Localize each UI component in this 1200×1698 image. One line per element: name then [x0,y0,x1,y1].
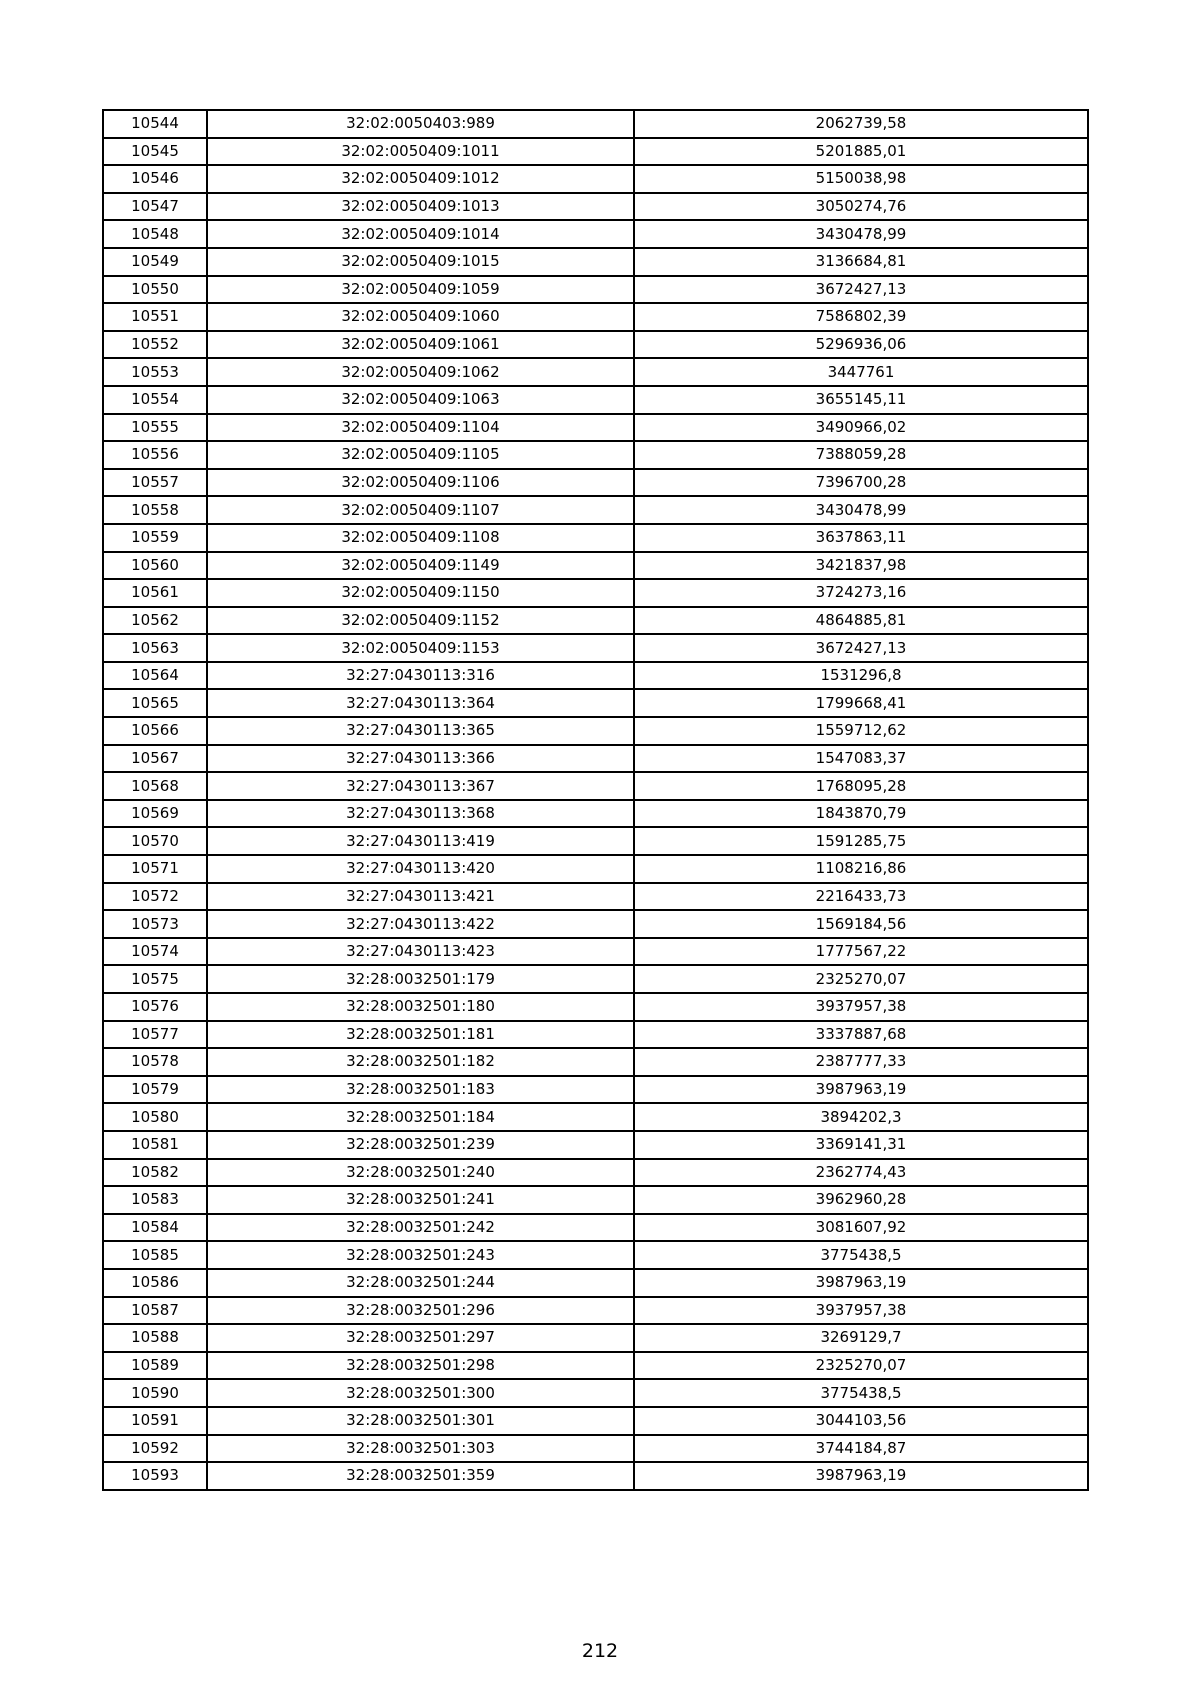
table-row [103,441,1088,469]
value-cell: 1768095,28 [634,772,1088,800]
cadastral-number-cell: 32:28:0032501:241 [207,1186,634,1214]
row-number-cell: 10570 [103,827,207,855]
table-row [103,193,1088,221]
table-row [103,745,1088,773]
value-cell: 3937957,38 [634,1297,1088,1325]
cadastral-number-cell: 32:27:0430113:421 [207,883,634,911]
cadastral-number-cell: 32:28:0032501:303 [207,1435,634,1463]
row-number-cell: 10553 [103,358,207,386]
row-number-cell: 10547 [103,193,207,221]
cadastral-number-cell: 32:28:0032501:184 [207,1103,634,1131]
cadastral-number-cell: 32:28:0032501:180 [207,993,634,1021]
row-number-cell: 10592 [103,1435,207,1463]
table-row [103,634,1088,662]
table-row [103,138,1088,166]
table-row [103,938,1088,966]
cadastral-number-cell: 32:02:0050409:1011 [207,138,634,166]
value-cell: 1108216,86 [634,855,1088,883]
value-cell: 3937957,38 [634,993,1088,1021]
table-row [103,1076,1088,1104]
row-number-cell: 10587 [103,1297,207,1325]
row-number-cell: 10580 [103,1103,207,1131]
table-row [103,1131,1088,1159]
row-number-cell: 10544 [103,110,207,138]
value-cell: 3724273,16 [634,579,1088,607]
cadastral-number-cell: 32:28:0032501:179 [207,965,634,993]
value-cell: 3962960,28 [634,1186,1088,1214]
value-cell: 3894202,3 [634,1103,1088,1131]
table-row [103,552,1088,580]
row-number-cell: 10576 [103,993,207,1021]
cadastral-number-cell: 32:02:0050409:1152 [207,607,634,635]
row-number-cell: 10559 [103,524,207,552]
value-cell: 3430478,99 [634,220,1088,248]
cadastral-number-cell: 32:28:0032501:240 [207,1159,634,1187]
value-cell: 3672427,13 [634,276,1088,304]
table-row [103,1352,1088,1380]
cadastral-number-cell: 32:27:0430113:316 [207,662,634,690]
cadastral-number-cell: 32:02:0050409:1060 [207,303,634,331]
table-row [103,110,1088,138]
cadastral-number-cell: 32:02:0050409:1150 [207,579,634,607]
value-cell: 3637863,11 [634,524,1088,552]
cadastral-number-cell: 32:28:0032501:239 [207,1131,634,1159]
value-cell: 2387777,33 [634,1048,1088,1076]
table-row [103,993,1088,1021]
cadastral-number-cell: 32:02:0050409:1108 [207,524,634,552]
row-number-cell: 10584 [103,1214,207,1242]
page-number: 212 [581,1640,619,1662]
cadastral-number-cell: 32:02:0050409:1063 [207,386,634,414]
value-cell: 2362774,43 [634,1159,1088,1187]
table-row [103,717,1088,745]
value-cell: 1799668,41 [634,689,1088,717]
value-cell: 1843870,79 [634,800,1088,828]
cadastral-number-cell: 32:27:0430113:422 [207,910,634,938]
value-cell: 2325270,07 [634,965,1088,993]
row-number-cell: 10583 [103,1186,207,1214]
table-row [103,579,1088,607]
row-number-cell: 10560 [103,552,207,580]
table-row [103,1159,1088,1187]
value-cell: 3269129,7 [634,1324,1088,1352]
data-table-container [102,109,1087,1491]
row-number-cell: 10589 [103,1352,207,1380]
row-number-cell: 10551 [103,303,207,331]
table-row [103,772,1088,800]
row-number-cell: 10552 [103,331,207,359]
row-number-cell: 10578 [103,1048,207,1076]
row-number-cell: 10588 [103,1324,207,1352]
row-number-cell: 10564 [103,662,207,690]
row-number-cell: 10585 [103,1241,207,1269]
table-row [103,1297,1088,1325]
cadastral-number-cell: 32:27:0430113:364 [207,689,634,717]
value-cell: 3430478,99 [634,496,1088,524]
table-row [103,496,1088,524]
table-row [103,331,1088,359]
cadastral-number-cell: 32:27:0430113:366 [207,745,634,773]
cadastral-number-cell: 32:28:0032501:182 [207,1048,634,1076]
value-cell: 3490966,02 [634,414,1088,442]
value-cell: 5201885,01 [634,138,1088,166]
value-cell: 3421837,98 [634,552,1088,580]
table-row [103,1048,1088,1076]
value-cell: 2062739,58 [634,110,1088,138]
table-row [103,1214,1088,1242]
row-number-cell: 10555 [103,414,207,442]
table-row [103,469,1088,497]
value-cell: 7388059,28 [634,441,1088,469]
row-number-cell: 10558 [103,496,207,524]
table-row [103,1186,1088,1214]
table-row [103,662,1088,690]
cadastral-number-cell: 32:02:0050409:1105 [207,441,634,469]
value-cell: 3447761 [634,358,1088,386]
cadastral-number-cell: 32:02:0050409:1104 [207,414,634,442]
cadastral-number-cell: 32:02:0050409:1014 [207,220,634,248]
table-row [103,965,1088,993]
value-cell: 1591285,75 [634,827,1088,855]
value-cell: 3369141,31 [634,1131,1088,1159]
cadastral-number-cell: 32:28:0032501:181 [207,1021,634,1049]
cadastral-number-cell: 32:27:0430113:368 [207,800,634,828]
cadastral-number-cell: 32:27:0430113:419 [207,827,634,855]
cadastral-number-cell: 32:02:0050409:1062 [207,358,634,386]
cadastral-number-cell: 32:02:0050409:1106 [207,469,634,497]
row-number-cell: 10548 [103,220,207,248]
cadastral-number-cell: 32:02:0050409:1107 [207,496,634,524]
cadastral-number-cell: 32:28:0032501:296 [207,1297,634,1325]
value-cell: 7396700,28 [634,469,1088,497]
row-number-cell: 10591 [103,1407,207,1435]
value-cell: 1569184,56 [634,910,1088,938]
table-row [103,689,1088,717]
row-number-cell: 10546 [103,165,207,193]
table-row [103,1103,1088,1131]
table-row [103,607,1088,635]
row-number-cell: 10577 [103,1021,207,1049]
data-table [102,109,1089,1491]
cadastral-number-cell: 32:28:0032501:297 [207,1324,634,1352]
cadastral-number-cell: 32:27:0430113:423 [207,938,634,966]
value-cell: 3987963,19 [634,1269,1088,1297]
table-row [103,1269,1088,1297]
table-row [103,827,1088,855]
value-cell: 3987963,19 [634,1462,1088,1490]
row-number-cell: 10575 [103,965,207,993]
value-cell: 3337887,68 [634,1021,1088,1049]
cadastral-number-cell: 32:28:0032501:242 [207,1214,634,1242]
cadastral-number-cell: 32:28:0032501:300 [207,1379,634,1407]
row-number-cell: 10571 [103,855,207,883]
table-row [103,1462,1088,1490]
table-row [103,276,1088,304]
row-number-cell: 10581 [103,1131,207,1159]
table-row [103,910,1088,938]
value-cell: 1547083,37 [634,745,1088,773]
row-number-cell: 10569 [103,800,207,828]
cadastral-number-cell: 32:27:0430113:365 [207,717,634,745]
table-row [103,1324,1088,1352]
cadastral-number-cell: 32:02:0050409:1149 [207,552,634,580]
value-cell: 1777567,22 [634,938,1088,966]
row-number-cell: 10557 [103,469,207,497]
cadastral-number-cell: 32:02:0050409:1153 [207,634,634,662]
row-number-cell: 10572 [103,883,207,911]
table-row [103,1241,1088,1269]
value-cell: 3987963,19 [634,1076,1088,1104]
cadastral-number-cell: 32:28:0032501:359 [207,1462,634,1490]
cadastral-number-cell: 32:28:0032501:301 [207,1407,634,1435]
value-cell: 3744184,87 [634,1435,1088,1463]
data-table-body [103,110,1088,1490]
row-number-cell: 10593 [103,1462,207,1490]
table-row [103,800,1088,828]
row-number-cell: 10563 [103,634,207,662]
cadastral-number-cell: 32:02:0050409:1059 [207,276,634,304]
table-row [103,165,1088,193]
row-number-cell: 10556 [103,441,207,469]
table-row [103,524,1088,552]
table-row [103,883,1088,911]
table-row [103,220,1088,248]
value-cell: 3044103,56 [634,1407,1088,1435]
row-number-cell: 10586 [103,1269,207,1297]
cadastral-number-cell: 32:27:0430113:420 [207,855,634,883]
row-number-cell: 10566 [103,717,207,745]
row-number-cell: 10579 [103,1076,207,1104]
cadastral-number-cell: 32:28:0032501:298 [207,1352,634,1380]
table-row [103,414,1088,442]
row-number-cell: 10545 [103,138,207,166]
value-cell: 3775438,5 [634,1241,1088,1269]
value-cell: 2216433,73 [634,883,1088,911]
row-number-cell: 10573 [103,910,207,938]
row-number-cell: 10568 [103,772,207,800]
value-cell: 1531296,8 [634,662,1088,690]
row-number-cell: 10574 [103,938,207,966]
cadastral-number-cell: 32:02:0050409:1015 [207,248,634,276]
table-row [103,386,1088,414]
row-number-cell: 10561 [103,579,207,607]
value-cell: 3136684,81 [634,248,1088,276]
row-number-cell: 10554 [103,386,207,414]
row-number-cell: 10567 [103,745,207,773]
value-cell: 5296936,06 [634,331,1088,359]
value-cell: 2325270,07 [634,1352,1088,1380]
row-number-cell: 10582 [103,1159,207,1187]
cadastral-number-cell: 32:27:0430113:367 [207,772,634,800]
table-row [103,248,1088,276]
cadastral-number-cell: 32:02:0050409:1061 [207,331,634,359]
row-number-cell: 10562 [103,607,207,635]
row-number-cell: 10590 [103,1379,207,1407]
table-row [103,1021,1088,1049]
cadastral-number-cell: 32:28:0032501:244 [207,1269,634,1297]
cadastral-number-cell: 32:02:0050409:1012 [207,165,634,193]
value-cell: 5150038,98 [634,165,1088,193]
cadastral-number-cell: 32:28:0032501:243 [207,1241,634,1269]
value-cell: 3081607,92 [634,1214,1088,1242]
table-row [103,358,1088,386]
table-row [103,1435,1088,1463]
cadastral-number-cell: 32:02:0050403:989 [207,110,634,138]
table-row [103,1407,1088,1435]
value-cell: 7586802,39 [634,303,1088,331]
value-cell: 1559712,62 [634,717,1088,745]
row-number-cell: 10550 [103,276,207,304]
row-number-cell: 10549 [103,248,207,276]
value-cell: 3775438,5 [634,1379,1088,1407]
value-cell: 3050274,76 [634,193,1088,221]
value-cell: 4864885,81 [634,607,1088,635]
row-number-cell: 10565 [103,689,207,717]
value-cell: 3672427,13 [634,634,1088,662]
table-row [103,855,1088,883]
table-row [103,1379,1088,1407]
cadastral-number-cell: 32:28:0032501:183 [207,1076,634,1104]
table-row [103,303,1088,331]
cadastral-number-cell: 32:02:0050409:1013 [207,193,634,221]
value-cell: 3655145,11 [634,386,1088,414]
